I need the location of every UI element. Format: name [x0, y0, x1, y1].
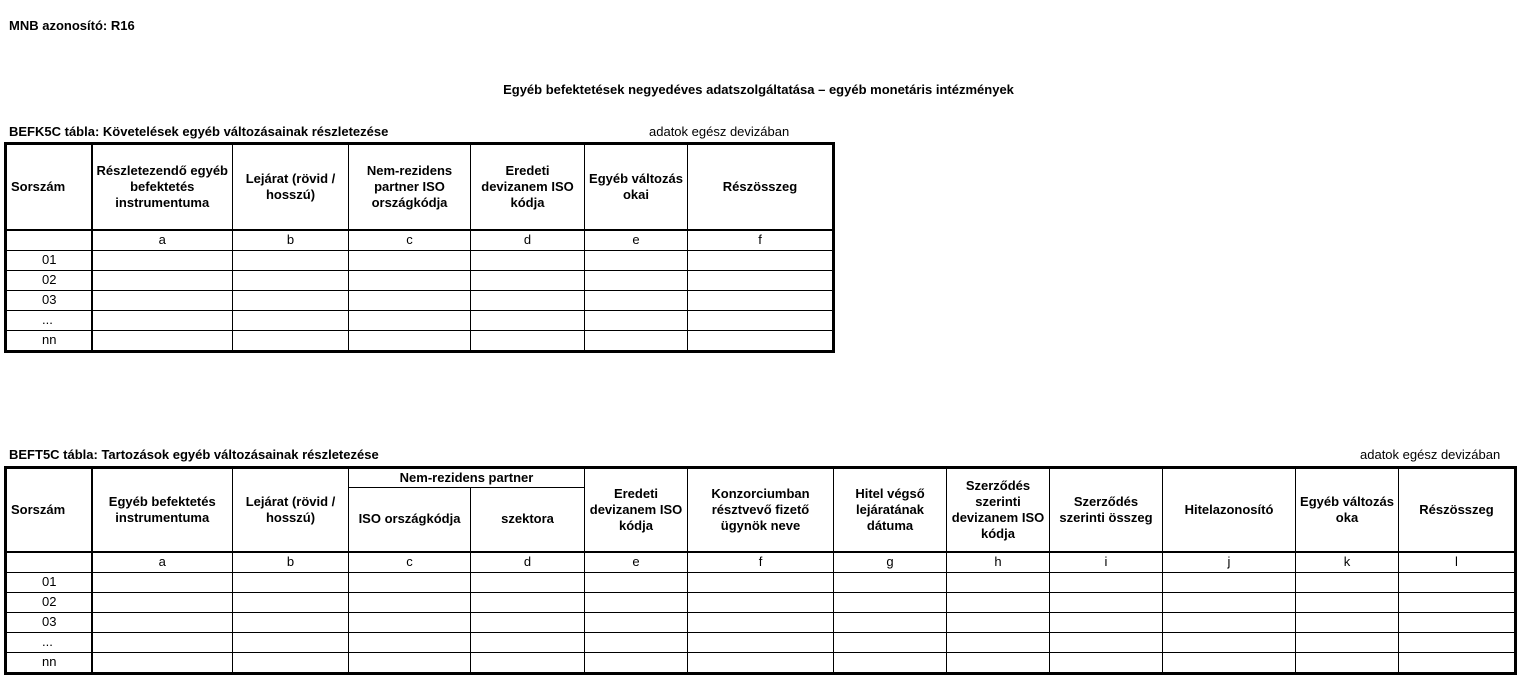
table-cell: [6, 230, 92, 251]
table-cell[interactable]: [1399, 612, 1516, 632]
table-cell[interactable]: [585, 632, 688, 652]
table-row: [6, 310, 834, 330]
column-letter: c: [349, 230, 471, 251]
table2-header-contract-currency: Szerződés szerinti devizanem ISO kódja: [947, 468, 1050, 552]
table-cell[interactable]: [471, 270, 585, 290]
table2-unit-note: adatok egész devizában: [1360, 447, 1501, 462]
table-cell[interactable]: [349, 330, 471, 351]
table2-header-sector: szektora: [471, 488, 585, 552]
table-cell[interactable]: [92, 270, 233, 290]
table-cell[interactable]: [233, 592, 349, 612]
table-row: [6, 652, 1516, 673]
column-letter: c: [349, 552, 471, 573]
table-cell[interactable]: [1163, 612, 1296, 632]
table2-header-change: Egyéb változás oka: [1296, 468, 1399, 552]
table-cell[interactable]: [688, 250, 834, 270]
table-cell[interactable]: [1050, 632, 1163, 652]
table-cell[interactable]: [834, 592, 947, 612]
table-cell[interactable]: [585, 310, 688, 330]
column-letter: e: [585, 230, 688, 251]
table-cell[interactable]: [1399, 632, 1516, 652]
table-cell[interactable]: [1296, 592, 1399, 612]
table-cell[interactable]: [233, 632, 349, 652]
table1-header-currency: Eredeti devizanem ISO kódja: [471, 144, 585, 230]
row-number: 03: [6, 290, 92, 310]
column-letter: a: [92, 552, 233, 573]
table-cell[interactable]: [1050, 652, 1163, 673]
table2-header-contract-amount: Szerződés szerinti összeg: [1050, 468, 1163, 552]
table-cell[interactable]: [92, 290, 233, 310]
column-letter: j: [1163, 552, 1296, 573]
table-cell[interactable]: [947, 572, 1050, 592]
table2-header-sorszam: Sorszám: [6, 468, 92, 552]
column-letter: k: [1296, 552, 1399, 573]
table-cell[interactable]: [688, 290, 834, 310]
table1-header-partner-iso: Nem-rezidens partner ISO országkódja: [349, 144, 471, 230]
row-number: 03: [6, 612, 92, 632]
table-cell[interactable]: [349, 652, 471, 673]
table-row: [6, 330, 834, 351]
mnb-identifier: MNB azonosító: R16: [9, 18, 135, 33]
table2-letter-row: [6, 552, 1516, 573]
table-cell[interactable]: [233, 330, 349, 351]
table-cell[interactable]: [349, 592, 471, 612]
table-cell[interactable]: [1163, 572, 1296, 592]
table-cell[interactable]: [1163, 652, 1296, 673]
table-cell[interactable]: [349, 310, 471, 330]
table-row: [6, 572, 1516, 592]
column-letter: h: [947, 552, 1050, 573]
table-cell[interactable]: [92, 330, 233, 351]
table-cell[interactable]: [1296, 572, 1399, 592]
table2: [4, 466, 1517, 675]
table2-header-iso-country: ISO országkódja: [349, 488, 471, 552]
column-letter: l: [1399, 552, 1516, 573]
table-cell[interactable]: [585, 592, 688, 612]
table-cell[interactable]: [834, 612, 947, 632]
table-cell[interactable]: [947, 612, 1050, 632]
row-number: 01: [6, 250, 92, 270]
table-cell: [6, 552, 92, 573]
table1-header-change: Egyéb változás okai: [585, 144, 688, 230]
row-number: 02: [6, 270, 92, 290]
table2-header-currency: Eredeti devizanem ISO kódja: [585, 468, 688, 552]
table-cell[interactable]: [349, 290, 471, 310]
table2-header-row-1: [6, 468, 1516, 488]
table-cell[interactable]: [471, 290, 585, 310]
table-cell[interactable]: [471, 632, 585, 652]
column-letter: d: [471, 552, 585, 573]
table-cell[interactable]: [471, 310, 585, 330]
table-row: [6, 632, 1516, 652]
table2-header-instrument: Egyéb befektetés instrumentuma: [92, 468, 233, 552]
row-number: nn: [6, 652, 92, 673]
table-cell[interactable]: [585, 612, 688, 632]
table-cell[interactable]: [349, 632, 471, 652]
table-cell[interactable]: [233, 250, 349, 270]
table-cell[interactable]: [92, 592, 233, 612]
table-cell[interactable]: [585, 652, 688, 673]
table-cell[interactable]: [1399, 572, 1516, 592]
row-number: 02: [6, 592, 92, 612]
table-cell[interactable]: [688, 612, 834, 632]
table-cell[interactable]: [947, 592, 1050, 612]
row-number: 01: [6, 572, 92, 592]
column-letter: b: [233, 552, 349, 573]
table-cell[interactable]: [834, 632, 947, 652]
table-cell[interactable]: [947, 652, 1050, 673]
table-cell[interactable]: [688, 592, 834, 612]
row-number: ...: [6, 310, 92, 330]
table-cell[interactable]: [688, 572, 834, 592]
table-cell[interactable]: [1399, 592, 1516, 612]
table-cell[interactable]: [471, 612, 585, 632]
column-letter: f: [688, 552, 834, 573]
table1-header-instrument: Részletezendő egyéb befektetés instrumentuma: [92, 144, 233, 230]
table-cell[interactable]: [1163, 632, 1296, 652]
table-cell[interactable]: [92, 652, 233, 673]
table-cell[interactable]: [471, 592, 585, 612]
table1-letter-row: [6, 230, 834, 251]
row-number: nn: [6, 330, 92, 351]
table-cell[interactable]: [471, 572, 585, 592]
table1-header-row: [6, 144, 834, 230]
table-cell[interactable]: [233, 652, 349, 673]
table-row: [6, 250, 834, 270]
table-cell[interactable]: [834, 652, 947, 673]
table-cell[interactable]: [233, 310, 349, 330]
table1-unit-note: adatok egész devizában: [649, 124, 790, 139]
table-cell[interactable]: [688, 310, 834, 330]
table-cell[interactable]: [1296, 632, 1399, 652]
table-cell[interactable]: [688, 632, 834, 652]
row-number: ...: [6, 632, 92, 652]
column-letter: g: [834, 552, 947, 573]
table-cell[interactable]: [1296, 652, 1399, 673]
table-cell[interactable]: [233, 572, 349, 592]
table2-header-partial: Részösszeg: [1399, 468, 1516, 552]
table-cell[interactable]: [585, 250, 688, 270]
table-cell[interactable]: [834, 572, 947, 592]
column-letter: b: [233, 230, 349, 251]
table1-header-sorszam: Sorszám: [6, 144, 92, 230]
table-cell[interactable]: [1050, 572, 1163, 592]
table2-header-maturity: Hitel végső lejáratának dátuma: [834, 468, 947, 552]
column-letter: i: [1050, 552, 1163, 573]
table2-header-loan-id: Hitelazonosító: [1163, 468, 1296, 552]
table-row: [6, 290, 834, 310]
table-cell[interactable]: [947, 632, 1050, 652]
table-cell[interactable]: [349, 612, 471, 632]
table-cell[interactable]: [349, 572, 471, 592]
table2-header-partner-group: Nem-rezidens partner: [349, 468, 585, 488]
table-cell[interactable]: [1163, 592, 1296, 612]
column-letter: e: [585, 552, 688, 573]
table-cell[interactable]: [92, 310, 233, 330]
table1: [4, 142, 835, 353]
table-cell[interactable]: [688, 270, 834, 290]
column-letter: a: [92, 230, 233, 251]
table-row: [6, 270, 834, 290]
table-cell[interactable]: [1399, 652, 1516, 673]
table-cell[interactable]: [471, 652, 585, 673]
table-cell[interactable]: [585, 330, 688, 351]
table-cell[interactable]: [92, 632, 233, 652]
table-cell[interactable]: [471, 330, 585, 351]
table-cell[interactable]: [1296, 612, 1399, 632]
table-cell[interactable]: [92, 612, 233, 632]
table-cell[interactable]: [585, 270, 688, 290]
table2-header-lejarat: Lejárat (rövid / hosszú): [233, 468, 349, 552]
table-cell[interactable]: [688, 652, 834, 673]
table-cell[interactable]: [92, 572, 233, 592]
table-cell[interactable]: [1050, 612, 1163, 632]
table-row: [6, 612, 1516, 632]
table-cell[interactable]: [233, 290, 349, 310]
page-title: Egyéb befektetések negyedéves adatszolgáltatása – egyéb monetáris intézmények: [503, 82, 1014, 97]
table-cell[interactable]: [92, 250, 233, 270]
table-cell[interactable]: [349, 270, 471, 290]
table1-header-lejarat: Lejárat (rövid / hosszú): [233, 144, 349, 230]
table-cell[interactable]: [233, 612, 349, 632]
table-cell[interactable]: [585, 572, 688, 592]
column-letter: f: [688, 230, 834, 251]
table2-header-agent: Konzorciumban résztvevő fizető ügynök neve: [688, 468, 834, 552]
table-cell[interactable]: [233, 270, 349, 290]
table1-caption: BEFK5C tábla: Követelések egyéb változásainak részletezése: [9, 124, 389, 139]
table1-header-partial: Részösszeg: [688, 144, 834, 230]
column-letter: d: [471, 230, 585, 251]
table-cell[interactable]: [1050, 592, 1163, 612]
table-cell[interactable]: [688, 330, 834, 351]
table2-caption: BEFT5C tábla: Tartozások egyéb változásainak részletezése: [9, 447, 379, 462]
table-cell[interactable]: [471, 250, 585, 270]
table-row: [6, 592, 1516, 612]
table-cell[interactable]: [349, 250, 471, 270]
table-cell[interactable]: [585, 290, 688, 310]
